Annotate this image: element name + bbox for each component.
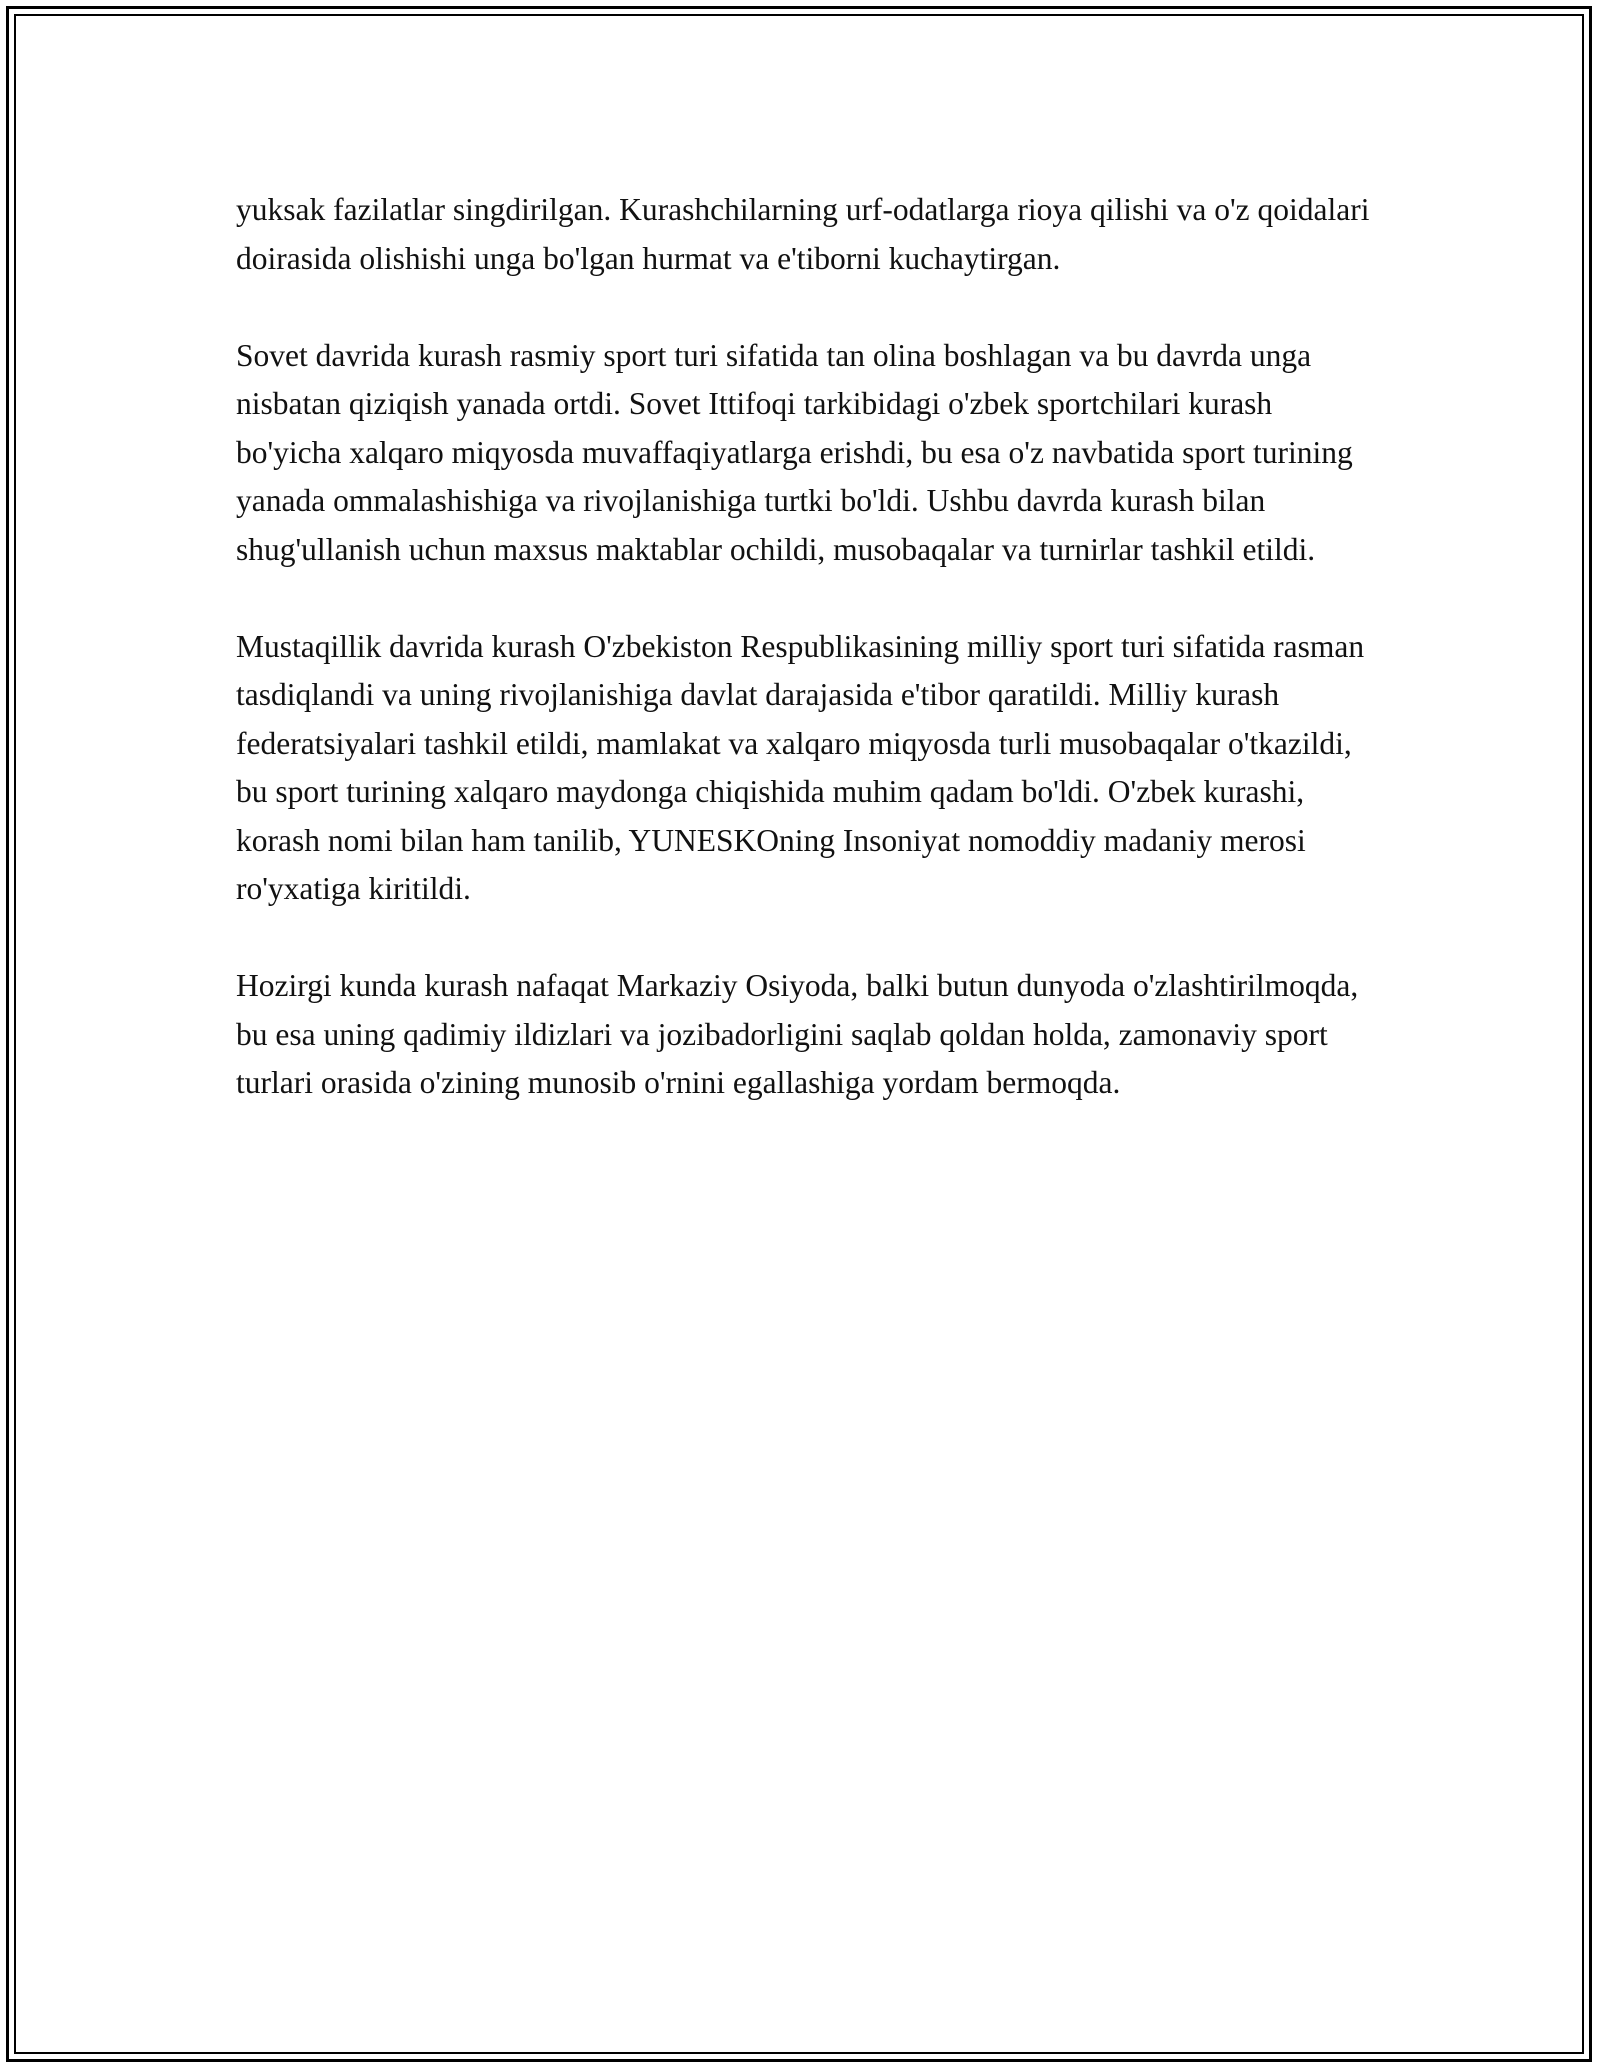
paragraph-1: yuksak fazilatlar singdirilgan. Kurashchilarning urf-odatlarga rioya qilishi va o'z qoidalari doirasida olishishi unga bo'lgan hurmat va e'tiborni kuchaytirgan. (236, 192, 1370, 276)
paragraph-4: Hozirgi kunda kurash nafaqat Markaziy Osiyoda, balki butun dunyoda o'zlashtirilmoqda, bu esa uning qadimiy ildizlari va jozibadorligini saqlab qoldan holda, zamonaviy sport turlari orasida o'zining munosib o'rnini egallashiga yordam bermoqda. (236, 968, 1359, 1100)
document-body (236, 186, 1381, 1156)
paragraph-3: Mustaqillik davrida kurash O'zbekiston Respublikasining milliy sport turi sifatida rasman tasdiqlandi va uning rivojlanishiga davlat darajasida e'tibor qaratildi. Milliy kurash federatsiyalari tashkil etildi, mamlakat va xalqaro miqyosda turli musobaqalar o'tkazildi, bu sport turining xalqaro maydonga chiqishida muhim qadam bo'ldi. O'zbek kurashi, korash nomi bilan ham tanilib, YUNESKOning Insoniyat nomoddiy madaniy merosi ro'yxatiga kiritildi. (236, 628, 1365, 906)
paragraph-2: Sovet davrida kurash rasmiy sport turi sifatida tan olina boshlagan va bu davrda unga nisbatan qiziqish yanada ortdi. Sovet Ittifoqi tarkibidagi o'zbek sportchilari kurash bo'yicha xalqaro miqyosda muvaffaqiyatlarga erishdi, bu esa o'z navbatida sport turining yanada ommalashishiga va rivojlanishiga turtki bo'ldi. Ushbu davrda kurash bilan shug'ullanish uchun maxsus maktablar ochildi, musobaqalar va turnirlar tashkil etildi. (236, 337, 1353, 567)
